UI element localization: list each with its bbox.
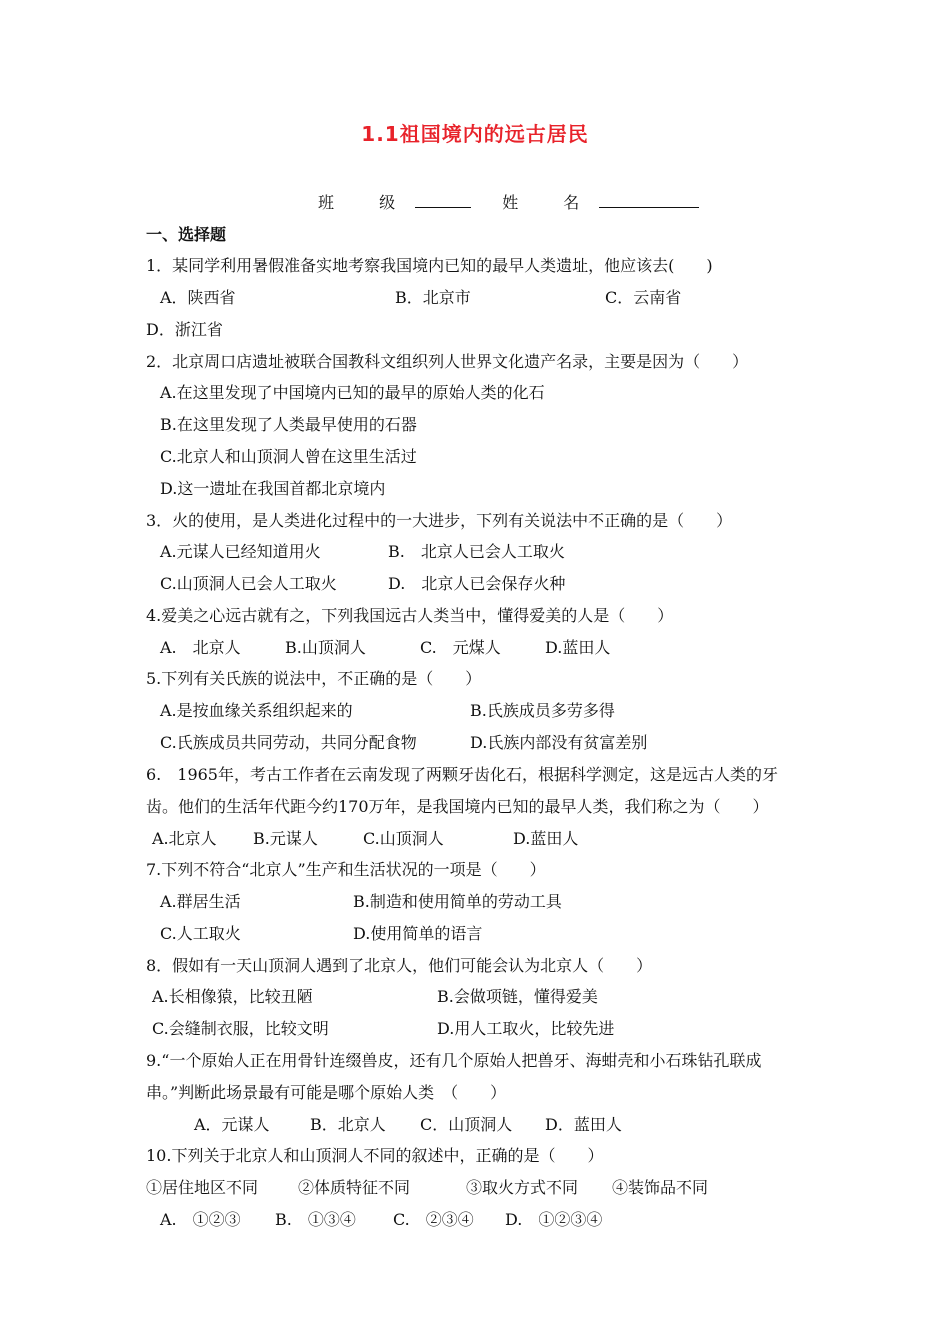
question-10-option-b: B. ①③④ — [275, 1210, 356, 1229]
question-3-option-c: C.山顶洞人已会人工取火 — [160, 574, 337, 593]
question-9-option-c: C．山顶洞人 — [420, 1115, 513, 1134]
name-blank — [599, 193, 699, 208]
question-2-option-c: C.北京人和山顶洞人曾在这里生活过 — [160, 447, 417, 466]
question-2-option-b: B.在这里发现了人类最早使用的石器 — [160, 415, 417, 434]
question-8-option-b: B.会做项链，懂得爱美 — [437, 987, 598, 1006]
question-4-option-c: C. 元煤人 — [420, 638, 501, 657]
class-label: 班 级 — [318, 193, 416, 212]
question-2-option-a: A.在这里发现了中国境内已知的最早的原始人类的化石 — [160, 383, 545, 402]
question-3-stem: 3．火的使用，是人类进化过程中的一大进步，下列有关说法中不正确的是（ ） — [146, 511, 733, 530]
question-8-option-a: A.长相像猿，比较丑陋 — [152, 987, 313, 1006]
section-title: 一、选择题 — [146, 225, 227, 244]
question-10-statement-2: ②体质特征不同 — [298, 1178, 411, 1197]
question-3-option-a: A.元谋人已经知道用火 — [160, 542, 321, 561]
question-1-option-d: D．浙江省 — [146, 320, 223, 339]
question-6-option-c: C.山顶洞人 — [363, 829, 444, 848]
page-title: 1.1祖国境内的远古居民 — [361, 122, 589, 146]
question-2-option-d: D.这一遗址在我国首都北京境内 — [160, 479, 386, 498]
question-9-stem-line-2: 串。”判断此场景最有可能是哪个原始人类 （ ） — [146, 1083, 507, 1102]
question-3-option-b: B. 北京人已会人工取火 — [388, 542, 565, 561]
question-9-option-b: B．北京人 — [310, 1115, 386, 1134]
student-info-line — [318, 190, 699, 213]
question-1-option-b: B．北京市 — [395, 288, 471, 307]
question-5-stem: 5.下列有关氏族的说法中，不正确的是（ ） — [146, 669, 482, 688]
question-10-statement-1: ①居住地区不同 — [146, 1178, 259, 1197]
name-label: 姓 名 — [502, 193, 600, 212]
question-10-option-d: D. ①②③④ — [505, 1210, 603, 1229]
question-7-option-b: B.制造和使用简单的劳动工具 — [353, 892, 562, 911]
question-6-option-b: B.元谋人 — [253, 829, 318, 848]
question-5-option-d: D.氏族内部没有贫富差别 — [470, 733, 648, 752]
question-1-option-a: A．陕西省 — [160, 288, 236, 307]
question-7-option-d: D.使用简单的语言 — [353, 924, 483, 943]
question-7-stem: 7.下列不符合“北京人”生产和生活状况的一项是（ ） — [146, 860, 546, 879]
question-10-stem: 10.下列关于北京人和山顶洞人不同的叙述中，正确的是（ ） — [146, 1146, 604, 1165]
question-1-option-c: C．云南省 — [605, 288, 682, 307]
question-7-option-a: A.群居生活 — [160, 892, 241, 911]
question-3-option-d: D. 北京人已会保存火种 — [388, 574, 566, 593]
question-4-option-d: D.蓝田人 — [545, 638, 611, 657]
class-blank — [415, 193, 471, 208]
question-5-option-b: B.氏族成员多劳多得 — [470, 701, 615, 720]
question-6-stem-line-1: 6. 1965年，考古工作者在云南发现了两颗牙齿化石，根据科学测定，这是远古人类的牙 — [146, 765, 778, 784]
question-8-option-c: C.会缝制衣服，比较文明 — [152, 1019, 329, 1038]
question-5-option-c: C.氏族成员共同劳动，共同分配食物 — [160, 733, 417, 752]
question-1-stem: 1．某同学利用暑假准备实地考察我国境内已知的最早人类遗址，他应该去( ) — [146, 256, 713, 275]
question-7-option-c: C.人工取火 — [160, 924, 241, 943]
question-9-stem-line-1: 9.“一个原始人正在用骨针连缀兽皮，还有几个原始人把兽牙、海蚶壳和小石珠钻孔联成 — [146, 1051, 762, 1070]
question-4-option-a: A. 北京人 — [160, 638, 241, 657]
question-10-statement-4: ④装饰品不同 — [612, 1178, 709, 1197]
question-4-stem: 4.爱美之心远古就有之，下列我国远古人类当中，懂得爱美的人是（ ） — [146, 606, 674, 625]
question-6-stem-line-2: 齿。他们的生活年代距今约170万年，是我国境内已知的最早人类，我们称之为（ ） — [146, 797, 769, 816]
question-9-option-a: A．元谋人 — [194, 1115, 270, 1134]
question-10-statement-3: ③取火方式不同 — [466, 1178, 579, 1197]
question-10-option-a: A. ①②③ — [160, 1210, 241, 1229]
question-2-stem: 2．北京周口店遗址被联合国教科文组织列人世界文化遗产名录，主要是因为（ ） — [146, 352, 749, 371]
question-8-stem: 8．假如有一天山顶洞人遇到了北京人，他们可能会认为北京人（ ） — [146, 956, 653, 975]
question-8-option-d: D.用人工取火，比较先进 — [437, 1019, 615, 1038]
question-6-option-a: A.北京人 — [152, 829, 217, 848]
question-4-option-b: B.山顶洞人 — [285, 638, 366, 657]
question-10-option-c: C. ②③④ — [393, 1210, 474, 1229]
question-9-option-d: D．蓝田人 — [545, 1115, 622, 1134]
question-5-option-a: A.是按血缘关系组织起来的 — [160, 701, 353, 720]
question-6-option-d: D.蓝田人 — [513, 829, 579, 848]
